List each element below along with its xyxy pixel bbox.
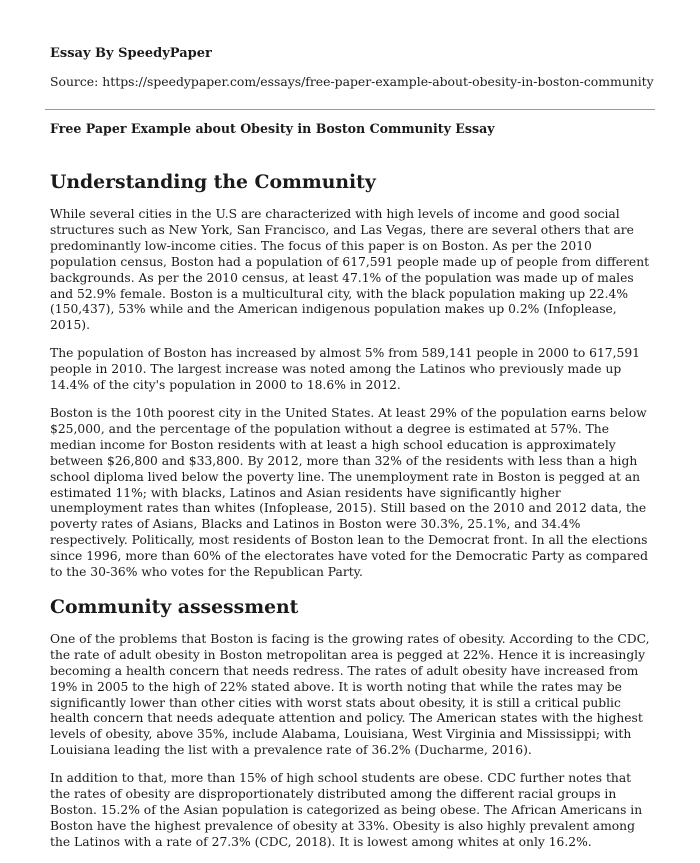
document-page bbox=[50, 0, 654, 850]
document-body bbox=[50, 168, 650, 863]
source-url: https://speedypaper.com/essays/free-paper-example-about-obesity-in-boston-community bbox=[102, 74, 654, 89]
paragraph: The population of Boston has increased by almost 5% from 589,141 people in 2000 to 617,591 people in 2010. The largest increase was noted among the Latinos who previously made up 14.4% of the city's population in 2000 to 18.6% in 2012. bbox=[50, 346, 641, 393]
header-divider bbox=[45, 109, 655, 110]
section-heading-assessment: Community assessment bbox=[50, 595, 299, 618]
brand-label: Essay By SpeedyPaper bbox=[50, 46, 212, 61]
section-heading-community: Understanding the Community bbox=[50, 171, 376, 193]
document-title: Free Paper Example about Obesity in Boston Community Essay bbox=[50, 121, 495, 136]
paragraph: In addition to that, more than 15% of high school students are obese. CDC further notes that the rates of obesity are disproportionately distributed among the different racial groups in Boston. 15.2% of the Asian population is categorized as being obese. The African Americans in Boston have the highest prevalence of obesity at 33%. Obesity is also highly prevalent among the Latinos with a rate of 27.3% (CDC, 2018). It is lowest among whites at only 16.2%. bbox=[50, 771, 643, 849]
paragraph: Boston is the 10th poorest city in the United States. At least 29% of the population earns below $25,000, and the percentage of the population without a degree is estimated at 57%. The median income for Boston residents with at least a high school education is approximately between $26,800 and $33,800. By 2012, more than 32% of the residents with less than a high school diploma lived below the poverty line. The unemployment rate in Boston is pegged at an estimated 11%; with blacks, Latinos and Asian residents have significantly higher unemployment rates than whites (Infoplease, 2015). Still based on the 2010 and 2012 data, the poverty rates of Asians, Blacks and Latinos in Boston were 30.3%, 25.1%, and 34.4% respectively. Politically, most residents of Boston lean to the Democrat front. In all the elections since 1996, more than 60% of the electorates have voted for the Democratic Party as compared to the 30-36% who votes for the Republican Party. bbox=[50, 405, 648, 580]
paragraph: While several cities in the U.S are characterized with high levels of income and good social structures such as New York, San Francisco, and Las Vegas, there are several others that are predominantly low-income cities. The focus of this paper is on Boston. As per the 2010 population census, Boston had a population of 617,591 people made up of people from different backgrounds. As per the 2010 census, at least 47.1% of the population was made up of males and 52.9% female. Boston is a multicultural city, with the black population making up 22.4% (150,437), 53% while and the American indigenous population makes up 0.2% (Infoplease, 2015). bbox=[50, 207, 650, 333]
source-line bbox=[50, 74, 654, 90]
source-label: Source: bbox=[50, 74, 99, 89]
paragraph: One of the problems that Boston is facing is the growing rates of obesity. According to the CDC, the rate of adult obesity in Boston metropolitan area is pegged at 22%. Hence it is increasingly becoming a health concern that needs redress. The rates of adult obesity have increased from 19% in 2005 to the high of 22% stated above. It is worth noting that while the rates may be significantly lower than other cities with worst stats about obesity, it is still a critical public health concern that needs adequate attention and policy. The American states with the highest levels of obesity, above 35%, include Alabama, Louisiana, West Virginia and Mississippi; with Louisiana leading the list with a prevalence rate of 36.2% (Ducharme, 2016). bbox=[50, 631, 650, 758]
